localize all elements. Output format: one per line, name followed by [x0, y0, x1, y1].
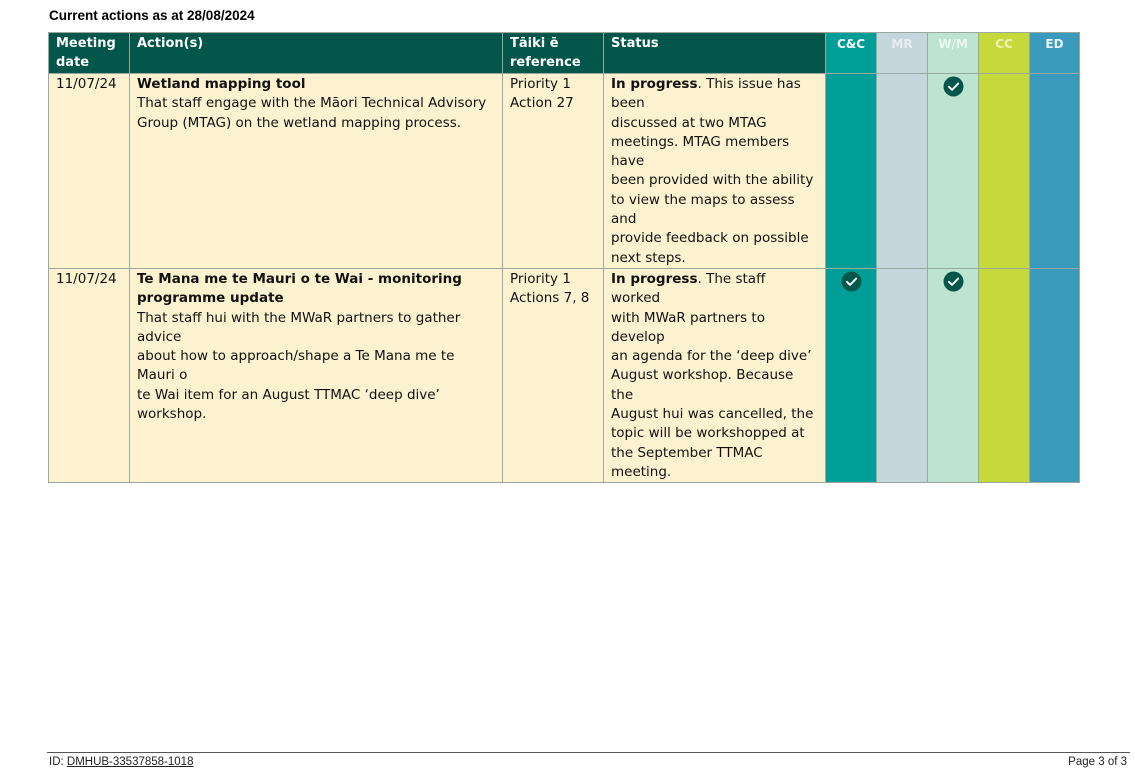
page-number: Page 3 of 3 — [1068, 756, 1127, 768]
action-description: That staff engage with the Māori Technical Advisory — [137, 95, 487, 112]
status-label: In progress — [611, 270, 698, 287]
action-title: programme update — [137, 290, 284, 307]
header-code-mr: MR — [877, 33, 928, 74]
code-cell-ed — [1030, 268, 1080, 482]
code-cell-cc — [826, 268, 877, 482]
meeting-date-cell: 11/07/24 — [49, 74, 130, 269]
table-row — [49, 74, 1080, 269]
code-cell-ed — [1030, 74, 1080, 269]
reference-cell: Priority 1 Actions 7, 8 — [503, 268, 604, 482]
header-actions: Action(s) — [130, 33, 503, 74]
code-cell-wm — [928, 268, 979, 482]
code-cell-clc — [979, 74, 1030, 269]
action-description: That staff hui with the MWaR partners to gather advice — [137, 309, 461, 345]
header-meeting-date: Meeting date — [49, 33, 130, 74]
table-header-row — [49, 33, 1080, 74]
status-label: In progress — [611, 76, 698, 92]
table-row — [49, 268, 1080, 482]
action-cell — [130, 74, 503, 269]
code-cell-mr — [877, 74, 928, 269]
header-status: Status — [604, 33, 826, 74]
footer-divider — [47, 752, 1130, 753]
check-circle-icon — [943, 76, 964, 97]
document-id: ID: DMHUB-33537858-1018 — [49, 756, 194, 768]
action-description: about how to approach/shape a Te Mana me te Mauri o — [137, 348, 455, 384]
actions-table — [48, 32, 1080, 483]
code-cell-clc — [979, 268, 1030, 482]
action-title: Wetland mapping tool — [137, 76, 306, 92]
action-description: te Wai item for an August TTMAC ‘deep dive’ workshop. — [137, 386, 440, 423]
header-code-clc: CC — [979, 33, 1030, 74]
document-id-link[interactable]: DMHUB-33537858-1018 — [66, 756, 194, 768]
action-description: Group (MTAG) on the wetland mapping process. — [137, 114, 462, 131]
code-cell-wm — [928, 74, 979, 269]
header-code-wm: W/M — [928, 33, 979, 74]
code-cell-cc — [826, 74, 877, 269]
code-cell-mr — [877, 268, 928, 482]
check-circle-icon — [841, 271, 862, 292]
page-heading: Current actions as at 28/08/2024 — [49, 8, 255, 23]
status-cell: In progress. The staff worked with MWaR partners to develop an agenda for the ‘deep dive’ August workshop. Because the August hui was cancelled, the topic will be workshopped at the September TTMAC meeting. — [604, 268, 826, 482]
check-circle-icon — [943, 271, 964, 292]
action-cell — [130, 268, 503, 482]
header-code-cc: C&C — [826, 33, 877, 74]
status-cell: In progress. This issue has been discussed at two MTAG meetings. MTAG members have been provided with the ability to view the maps to assess and provide feedback on possible next steps. — [604, 74, 826, 269]
meeting-date-cell: 11/07/24 — [49, 268, 130, 482]
reference-cell: Priority 1 Action 27 — [503, 74, 604, 269]
header-code-ed: ED — [1030, 33, 1080, 74]
action-title: Te Mana me te Mauri o te Wai - monitoring — [137, 270, 462, 287]
header-reference: Tāiki ē reference — [503, 33, 604, 74]
